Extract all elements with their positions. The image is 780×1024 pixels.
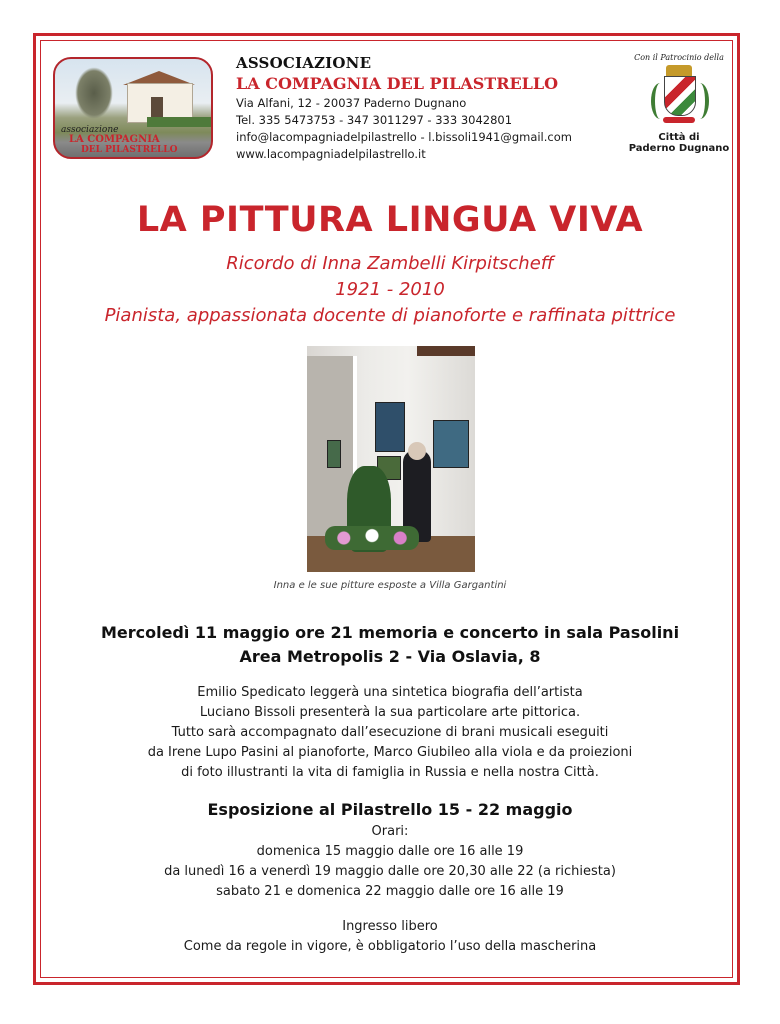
event-description — [36, 683, 744, 783]
description-line: Emilio Spedicato leggerà una sintetica biografia dell’artista — [197, 685, 583, 700]
association-label: ASSOCIAZIONE — [236, 54, 372, 72]
mask-notice: Come da regole in vigore, è obbligatorio l’uso della mascherina — [183, 939, 597, 954]
association-header — [236, 54, 572, 161]
shield-icon — [664, 76, 696, 116]
exhibition-title: Esposizione al Pilastrello 15 - 22 maggio — [207, 800, 573, 819]
city-crest-icon — [649, 65, 709, 131]
hours-label: Orari: — [371, 824, 409, 839]
association-website: www.lacompagniadelpilastrello.it — [236, 147, 426, 161]
photo-person-head — [408, 442, 426, 460]
patronage-city-line2: Paderno Dugnano — [628, 143, 730, 154]
description-line: da Irene Lupo Pasini al pianoforte, Marco Giubileo alla viola e da proiezioni — [147, 745, 633, 760]
admission-free: Ingresso libero — [342, 919, 438, 934]
association-email: info@lacompagniadelpilastrello - l.bissoli1941@gmail.com — [236, 130, 572, 144]
subtitle-line1: Ricordo di Inna Zambelli Kirpitscheff — [226, 253, 554, 274]
event-line2: Area Metropolis 2 - Via Oslavia, 8 — [239, 647, 541, 666]
patronage-block — [624, 53, 734, 154]
photo-flowers — [325, 526, 419, 550]
association-name: LA COMPAGNIA DEL PILASTRELLO — [236, 74, 559, 93]
logo-caption-line3: DEL PILASTRELLO — [81, 145, 178, 155]
logo-caption-line2: LA COMPAGNIA — [69, 134, 160, 145]
page-title: LA PITTURA LINGUA VIVA — [136, 200, 644, 240]
hours-line: da lunedì 16 a venerdì 19 maggio dalle ore 20,30 alle 22 (a richiesta) — [164, 864, 616, 879]
subtitle-line3: Pianista, appassionata docente di pianoforte e raffinata pittrice — [104, 305, 676, 326]
patronage-city-line1: Città di — [658, 132, 700, 143]
patronage-label: Con il Patrocinio della — [634, 53, 724, 62]
tree-graphic — [75, 67, 113, 119]
admission-info — [36, 917, 744, 957]
description-line: di foto illustranti la vita di famiglia in Russia e nella nostra Città. — [181, 765, 599, 780]
logo-caption-line1: associazione — [61, 125, 119, 135]
exhibition-hours — [36, 822, 744, 902]
ribbon-icon — [663, 117, 695, 123]
photo-beam — [417, 346, 475, 356]
association-phone: Tel. 335 5473753 - 347 3011297 - 333 3042801 — [236, 113, 513, 127]
painting-1 — [375, 402, 405, 452]
hours-line: sabato 21 e domenica 22 maggio dalle ore 16 alle 19 — [216, 884, 564, 899]
description-line: Tutto sarà accompagnato dall’esecuzione di brani musicali eseguiti — [171, 725, 609, 740]
description-line: Luciano Bissoli presenterà la sua particolare arte pittorica. — [199, 705, 581, 720]
painting-2 — [433, 420, 469, 468]
crown-icon — [666, 65, 692, 76]
photo-caption: Inna e le sue pitture esposte a Villa Gargantini — [273, 580, 507, 591]
painting-4 — [327, 440, 341, 468]
subtitle-dates: 1921 - 2010 — [335, 279, 445, 300]
hedge-graphic — [147, 117, 211, 127]
exhibition-photo — [307, 346, 475, 572]
event-line1: Mercoledì 11 maggio ore 21 memoria e concerto in sala Pasolini — [100, 623, 680, 642]
association-address: Via Alfani, 12 - 20037 Paderno Dugnano — [236, 96, 467, 110]
hours-line: domenica 15 maggio dalle ore 16 alle 19 — [256, 844, 524, 859]
association-logo — [53, 57, 213, 159]
